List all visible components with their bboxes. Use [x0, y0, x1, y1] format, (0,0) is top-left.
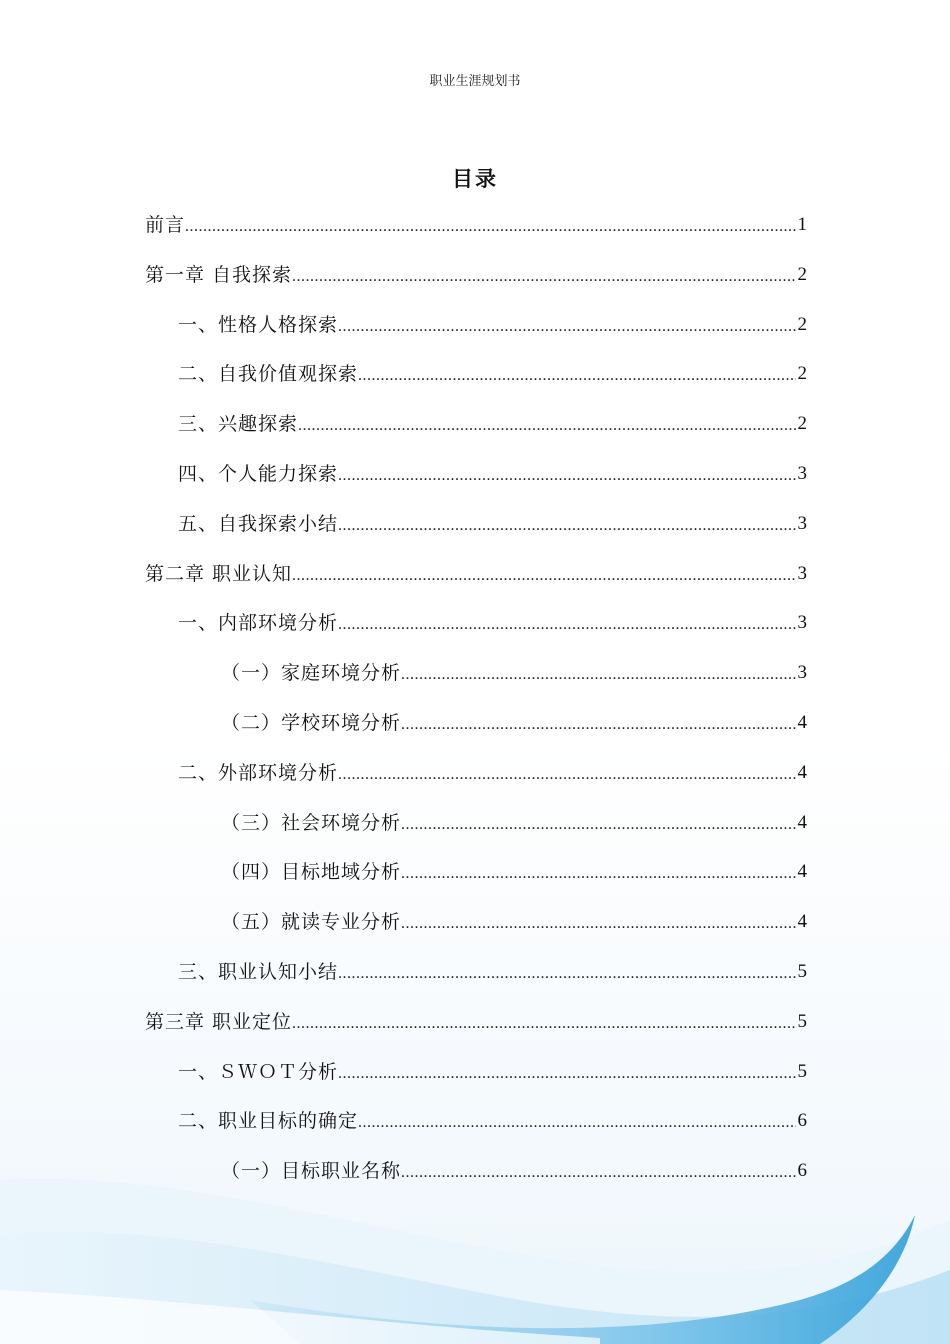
toc-entry-label: 一、ＳＷＯＴ分析 [178, 1061, 339, 1083]
toc-entry[interactable] [221, 907, 807, 937]
toc-entry-label: 五、自我探索小结 [178, 513, 339, 535]
toc-leader-dots [358, 1110, 795, 1136]
toc-leader-dots [338, 961, 795, 987]
toc-entry-page-number: 4 [797, 861, 807, 882]
toc-entry[interactable] [221, 857, 807, 887]
toc-entry-label: （一）目标职业名称 [221, 1160, 402, 1182]
toc-leader-dots [401, 662, 795, 688]
page-header: 职业生涯规划书 [429, 74, 521, 89]
toc-entry-label: （三）社会环境分析 [221, 812, 402, 834]
toc-entry-label: 第一章 自我探索 [145, 264, 293, 286]
toc-entry[interactable] [145, 1007, 807, 1037]
toc-entry-page-number: 3 [797, 463, 807, 484]
toc-leader-dots [338, 612, 795, 638]
toc-entry[interactable] [178, 310, 807, 340]
toc-entry-page-number: 2 [797, 264, 807, 285]
toc-entry-page-number: 6 [797, 1110, 807, 1131]
toc-leader-dots [401, 861, 795, 887]
toc-leader-dots [338, 1061, 795, 1087]
toc-entry-page-number: 5 [797, 1061, 807, 1082]
toc-leader-dots [338, 314, 795, 340]
toc-leader-dots [401, 812, 795, 838]
toc-leader-dots [401, 911, 795, 937]
toc-entry-label: 二、外部环境分析 [178, 762, 339, 784]
toc-leader-dots [401, 712, 795, 738]
toc-entry-page-number: 2 [797, 363, 807, 384]
toc-entry[interactable] [145, 210, 807, 240]
toc-entry-page-number: 3 [797, 662, 807, 683]
toc-entry-label: 四、个人能力探索 [178, 463, 339, 485]
toc-entry[interactable] [178, 608, 807, 638]
toc-title: 目录 [452, 167, 498, 191]
toc-entry[interactable] [178, 758, 807, 788]
toc-entry[interactable] [145, 559, 807, 589]
toc-entry-label: （一）家庭环境分析 [221, 662, 402, 684]
toc-entry-page-number: 5 [797, 961, 807, 982]
toc-entry[interactable] [178, 1057, 807, 1087]
toc-entry-page-number: 5 [797, 1011, 807, 1032]
toc-leader-dots [292, 563, 795, 589]
toc-entry-page-number: 2 [797, 314, 807, 335]
toc-entry[interactable] [221, 808, 807, 838]
toc-entry-page-number: 3 [797, 513, 807, 534]
toc-entry-label: 一、内部环境分析 [178, 612, 339, 634]
toc-leader-dots [338, 463, 795, 489]
toc-leader-dots [401, 1160, 795, 1186]
toc-entry-label: 二、自我价值观探索 [178, 363, 359, 385]
toc-leader-dots [292, 264, 795, 290]
toc-entry-page-number: 3 [797, 563, 807, 584]
toc-entry[interactable] [178, 459, 807, 489]
toc-entry-page-number: 4 [797, 762, 807, 783]
toc-entry-label: 三、职业认知小结 [178, 961, 339, 983]
toc-entry-label: 一、性格人格探索 [178, 314, 339, 336]
toc-entry-label: （二）学校环境分析 [221, 712, 402, 734]
toc-leader-dots [338, 762, 795, 788]
toc-entry-page-number: 1 [797, 214, 807, 235]
toc-entry[interactable] [178, 509, 807, 539]
toc-leader-dots [338, 513, 795, 539]
toc-entry-page-number: 4 [797, 812, 807, 833]
toc-entry[interactable] [221, 658, 807, 688]
toc-leader-dots [292, 1011, 795, 1037]
toc-entry-label: 二、职业目标的确定 [178, 1110, 359, 1132]
toc-entry-label: 第三章 职业定位 [145, 1011, 293, 1033]
toc-leader-dots [298, 413, 795, 439]
toc-entry-page-number: 2 [797, 413, 807, 434]
toc-entry[interactable] [221, 708, 807, 738]
toc-entry[interactable] [145, 260, 807, 290]
toc-entry[interactable] [221, 1156, 807, 1186]
toc-entry-page-number: 3 [797, 612, 807, 633]
toc-entry[interactable] [178, 1106, 807, 1136]
toc-entry[interactable] [178, 359, 807, 389]
toc-entry-label: 前言 [145, 214, 186, 236]
toc-entry-page-number: 6 [797, 1160, 807, 1181]
toc-entry[interactable] [178, 957, 807, 987]
toc-entry[interactable] [178, 409, 807, 439]
toc-entry-label: 第二章 职业认知 [145, 563, 293, 585]
toc-entry-label: 三、兴趣探索 [178, 413, 299, 435]
toc-entry-label: （五）就读专业分析 [221, 911, 402, 933]
toc-entry-page-number: 4 [797, 712, 807, 733]
toc-entry-page-number: 4 [797, 911, 807, 932]
toc-entry-label: （四）目标地域分析 [221, 861, 402, 883]
toc-leader-dots [358, 363, 795, 389]
toc-leader-dots [185, 214, 795, 240]
